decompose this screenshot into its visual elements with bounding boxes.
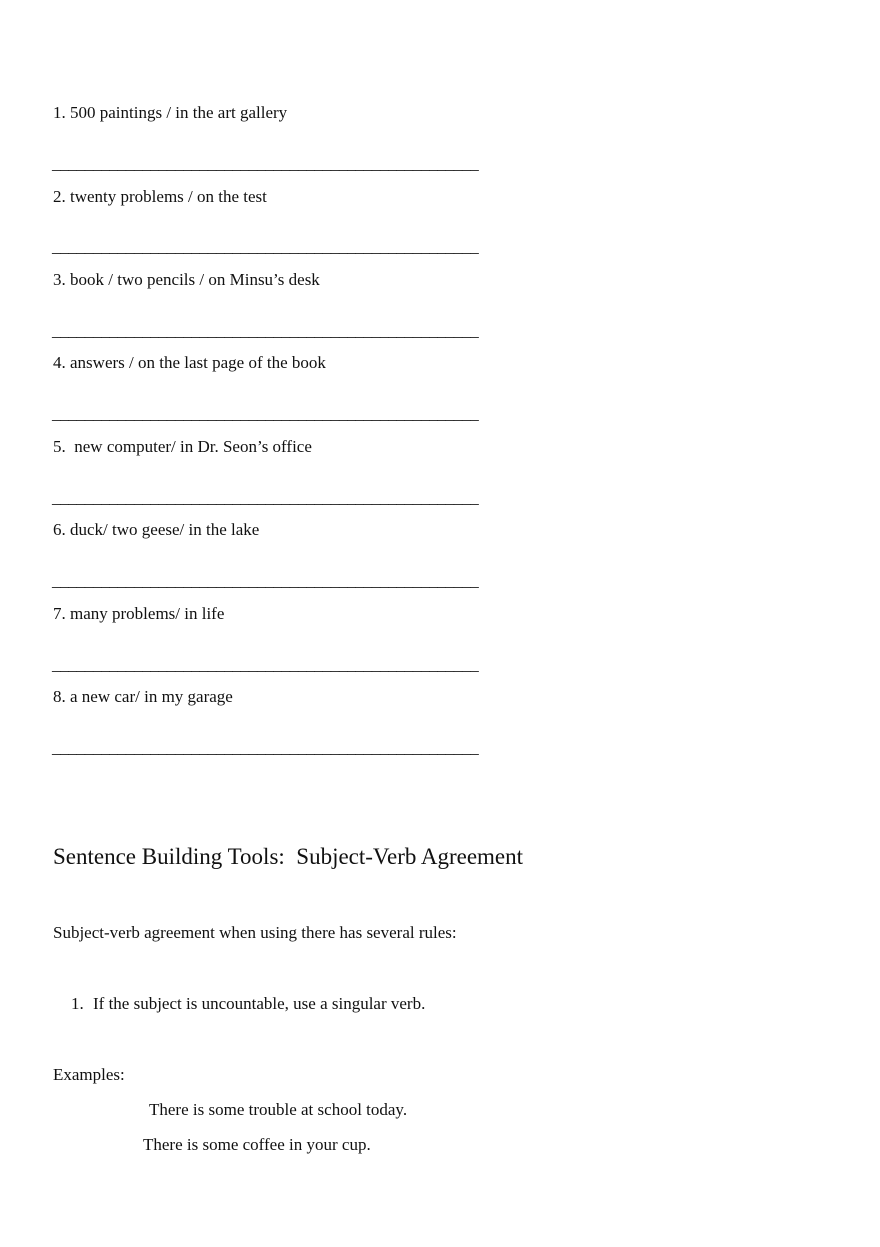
exercise-item-7-prompt: 7. many problems/ in life (53, 604, 225, 623)
exercise-item-6-prompt: 6. duck/ two geese/ in the lake (53, 520, 260, 539)
section-intro: Subject-verb agreement when using there has several rules: (53, 923, 457, 942)
example-sentence-1: There is some trouble at school today. (149, 1100, 408, 1119)
exercise-item-8-prompt: 8. a new car/ in my garage (53, 687, 233, 706)
exercise-item-4-prompt: 4. answers / on the last page of the book (53, 353, 326, 372)
exercise-item-3-answer-line[interactable]: ____________________________________________________ (52, 321, 479, 340)
exercise-item-1-answer-line[interactable]: ____________________________________________________ (52, 154, 479, 173)
section-title: Sentence Building Tools: Subject-Verb Agreement (53, 844, 524, 869)
exercise-item-1-prompt: 1. 500 paintings / in the art gallery (53, 103, 288, 122)
exercise-item-7-answer-line[interactable]: ____________________________________________________ (52, 655, 479, 674)
exercise-item-3-prompt: 3. book / two pencils / on Minsu’s desk (53, 270, 320, 289)
examples-label: Examples: (53, 1065, 125, 1084)
exercise-item-5-answer-line[interactable]: ____________________________________________________ (52, 488, 479, 507)
exercise-item-2-answer-line[interactable]: ____________________________________________________ (52, 237, 479, 256)
exercise-item-4-answer-line[interactable]: ____________________________________________________ (52, 404, 479, 423)
exercise-item-8-answer-line[interactable]: ____________________________________________________ (52, 738, 479, 757)
exercise-item-6-answer-line[interactable]: ____________________________________________________ (52, 571, 479, 590)
exercise-item-5-prompt: 5. new computer/ in Dr. Seon’s office (53, 437, 312, 456)
exercise-item-2-prompt: 2. twenty problems / on the test (53, 187, 267, 206)
rule-number: 1. (71, 994, 84, 1013)
example-sentence-2: There is some coffee in your cup. (143, 1135, 371, 1154)
rule-text: If the subject is uncountable, use a singular verb. (93, 994, 426, 1013)
